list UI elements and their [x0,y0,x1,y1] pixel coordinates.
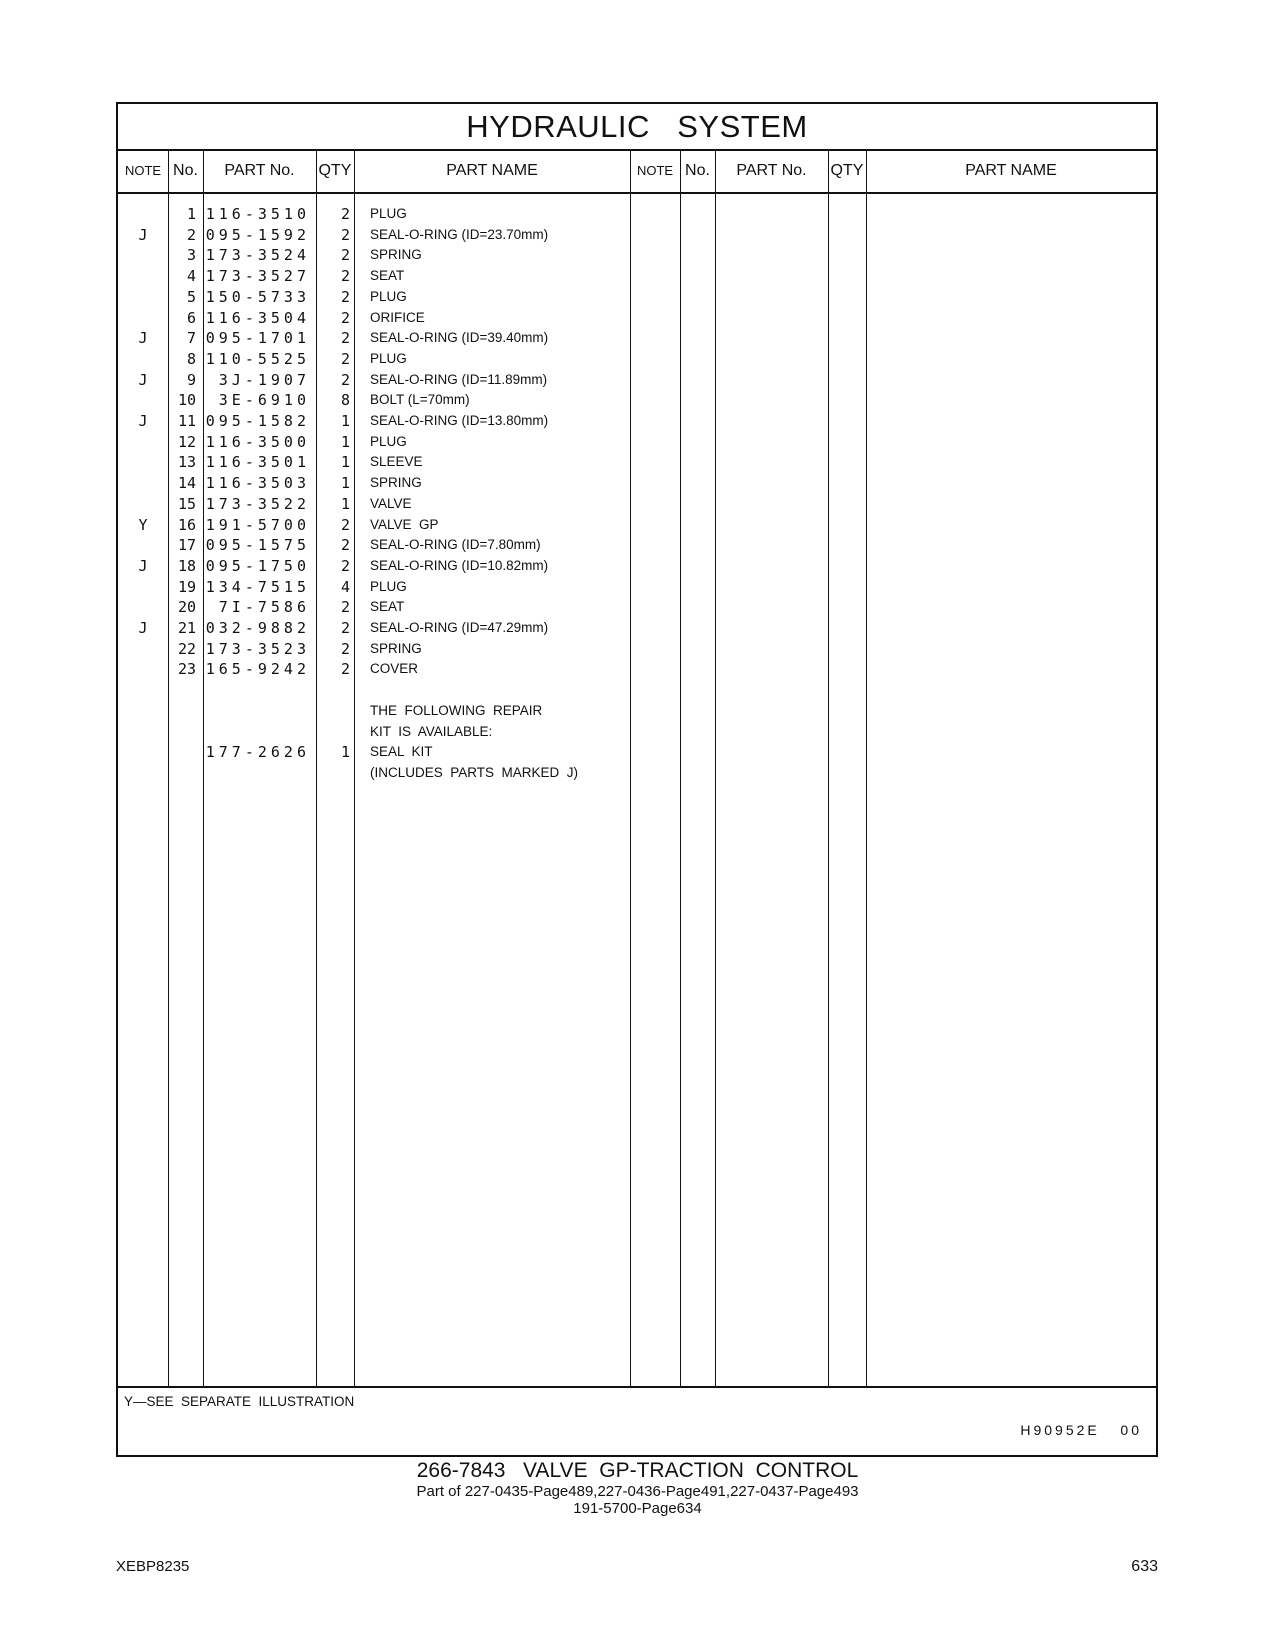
table-header [118,149,1156,194]
item-number-cell: 13 [177,453,196,472]
part-name-cell: SEAT [370,268,405,284]
part-name-cell: PLUG [370,350,407,366]
note-cell [118,721,168,743]
footnote: Y—SEE SEPARATE ILLUSTRATION [124,1394,355,1409]
section-title: HYDRAULIC SYSTEM [118,104,1156,151]
item-number-cell: 4 [186,267,196,286]
header-qty: QTY [318,162,352,179]
table-row [118,348,1156,370]
quantity-cell: 2 [340,225,350,244]
item-number-cell: 2 [186,225,196,244]
quantity-cell: 2 [340,370,350,389]
part-name-cell: PLUG [370,206,407,221]
table-body [118,192,1156,1386]
part-name-cell: (INCLUDES PARTS MARKED J) [370,764,579,780]
part-number-cell: 173-3522 [205,494,310,513]
item-number-cell: 20 [177,598,196,617]
part-number-cell: 032-9882 [205,619,310,637]
part-number-cell [204,721,310,743]
part-name-cell: SEAT [370,599,405,615]
part-name-cell: SEAL-O-RING (ID=13.80mm) [370,413,549,428]
header-part-no: PART No. [224,162,295,179]
part-name-cell: VALVE GP [370,516,439,532]
table-row [118,472,1156,494]
quantity-cell: 2 [340,639,350,658]
part-number-cell: 095-1750 [205,556,310,575]
part-name-cell: SPRING [370,640,422,656]
note-cell [118,348,168,370]
part-number-cell: 116-3504 [205,308,310,327]
note-cell [118,638,168,660]
note-cell: J [138,412,148,430]
part-number-cell: 191-5700 [205,515,310,534]
table-row [118,741,1156,763]
header-no: No. [173,162,198,179]
part-name-cell: PLUG [370,288,407,304]
header-note-right: NOTE [636,163,674,178]
note-cell: J [138,225,148,244]
part-number-cell: 3J-1907 [218,370,310,389]
part-number-cell: 095-1582 [205,412,310,430]
note-cell [118,762,168,784]
quantity-cell: 2 [340,287,350,306]
item-number-cell: 19 [177,577,196,596]
note-cell [118,203,168,225]
quantity-cell: 2 [340,308,350,327]
part-name-cell: VALVE [370,495,412,511]
header-part-name-right: PART NAME [965,162,1057,179]
item-number-cell: 18 [177,556,196,575]
table-row [118,617,1156,639]
note-cell [118,679,168,701]
part-name-cell: SEAL-O-RING (ID=23.70mm) [370,226,549,242]
item-number-cell: 5 [186,287,196,306]
table-row [118,555,1156,577]
table-row [118,514,1156,536]
table-row [118,369,1156,391]
item-number-cell: 1 [186,205,196,223]
note-cell [118,493,168,515]
table-row [118,244,1156,266]
table-row [118,265,1156,287]
document-code: H90952E 00 [1020,1422,1142,1438]
part-number-cell: 116-3500 [205,432,310,451]
note-cell: J [138,619,148,637]
header-no-right: No. [685,162,710,179]
caption-references-cont: 191-5700-Page634 [573,1500,702,1517]
quantity-cell: 2 [340,515,350,534]
quantity-cell: 1 [340,494,350,513]
item-number-cell: 9 [186,370,196,389]
quantity-cell: 2 [340,267,350,286]
note-cell: J [138,556,148,575]
table-row [118,638,1156,660]
table-row [118,762,1156,784]
header-part-no-right: PART No. [736,162,807,179]
page-number: 633 [1131,1558,1158,1575]
item-number-cell: 7 [186,329,196,348]
header-qty-right: QTY [830,162,864,179]
document-id: XEBP8235 [116,1558,190,1575]
item-number-cell: 12 [177,432,196,451]
table-row [118,534,1156,556]
part-number-cell [204,700,310,722]
table-row [118,327,1156,349]
part-number-cell: 095-1592 [205,225,310,244]
item-number-cell: 17 [177,536,196,555]
note-cell [118,596,168,618]
item-number-cell [168,700,196,722]
part-name-cell: SLEEVE [370,454,423,470]
part-number-cell: 7I-7586 [218,598,310,617]
quantity-cell [322,762,350,784]
quantity-cell: 1 [340,453,350,472]
part-number-cell [204,762,310,784]
part-number-cell: 116-3501 [205,453,310,472]
part-name-cell: KIT IS AVAILABLE: [370,723,493,739]
table-row [118,451,1156,473]
table-row [118,679,1156,701]
item-number-cell: 10 [177,391,196,410]
part-name-cell: SPRING [370,475,422,491]
quantity-cell: 2 [340,619,350,637]
table-row [118,700,1156,722]
part-number-cell: 150-5733 [205,287,310,306]
quantity-cell: 4 [340,577,350,596]
table-row [118,307,1156,329]
item-number-cell: 21 [177,619,196,637]
part-number-cell: 134-7515 [205,577,310,596]
note-cell [118,265,168,287]
part-number-cell: 173-3527 [205,267,310,286]
item-number-cell: 14 [177,474,196,493]
item-number-cell [168,721,196,743]
note-cell: Y [138,515,148,534]
quantity-cell [322,721,350,743]
table-row [118,224,1156,246]
quantity-cell: 2 [340,246,350,265]
part-name-cell: COVER [370,661,419,677]
table-row [118,203,1156,225]
quantity-cell: 2 [340,205,350,223]
item-number-cell [168,679,196,701]
part-name-cell: THE FOLLOWING REPAIR [370,702,543,718]
item-number-cell: 22 [177,639,196,658]
quantity-cell: 2 [340,329,350,348]
part-number-cell: 3E-6910 [218,391,310,410]
note-cell [118,741,168,763]
note-cell [118,307,168,329]
part-number-cell: 095-1701 [205,329,310,348]
part-number-cell: 116-3503 [205,474,310,493]
item-number-cell: 11 [177,412,196,430]
table-row [118,286,1156,308]
item-number-cell: 16 [177,515,196,534]
part-name-cell: SPRING [370,247,422,263]
note-cell [118,700,168,722]
note-cell [118,451,168,473]
quantity-cell [322,700,350,722]
table-row [118,721,1156,743]
part-number-cell: 177-2626 [205,743,310,762]
quantity-cell: 2 [340,536,350,555]
quantity-cell [322,679,350,701]
part-name-cell: SEAL-O-RING (ID=7.80mm) [370,537,541,553]
quantity-cell: 2 [340,660,350,679]
quantity-cell: 8 [340,391,350,410]
note-cell [118,658,168,680]
note-cell [118,472,168,494]
note-cell [118,431,168,453]
part-number-cell: 095-1575 [205,536,310,555]
part-name-cell: SEAL-O-RING (ID=39.40mm) [370,330,549,346]
item-number-cell: 3 [186,246,196,265]
quantity-cell: 1 [340,432,350,451]
part-number-cell: 110-5525 [205,349,310,368]
note-cell [118,534,168,556]
note-cell [118,244,168,266]
item-number-cell [168,762,196,784]
table-row [118,431,1156,453]
item-number-cell: 23 [177,660,196,679]
part-name-cell: SEAL KIT [370,744,433,760]
part-name-cell: PLUG [370,433,407,449]
quantity-cell: 1 [340,474,350,493]
caption-references: Part of 227-0435-Page489,227-0436-Page491,227-0437-Page493 [416,1483,859,1500]
item-number-cell: 8 [186,349,196,368]
note-cell [118,576,168,598]
quantity-cell: 2 [340,349,350,368]
table-row [118,410,1156,432]
part-name-cell: SEAL-O-RING (ID=10.82mm) [370,557,549,573]
item-number-cell: 15 [177,494,196,513]
note-cell: J [138,370,148,389]
table-row [118,389,1156,411]
parts-list-table [116,102,1158,1457]
header-note: NOTE [124,163,162,178]
part-number-cell: 165-9242 [205,660,310,679]
part-number-cell [204,679,310,701]
table-row [118,596,1156,618]
part-number-cell: 173-3524 [205,246,310,265]
part-name-cell: PLUG [370,578,407,594]
note-cell: J [138,329,148,348]
table-row [118,658,1156,680]
table-row [118,576,1156,598]
part-name-cell: SEAL-O-RING (ID=11.89mm) [370,371,548,387]
quantity-cell: 2 [340,556,350,575]
note-cell [118,286,168,308]
part-name-cell: SEAL-O-RING (ID=47.29mm) [370,620,549,635]
header-part-name: PART NAME [446,162,538,179]
note-cell [118,389,168,411]
quantity-cell: 2 [340,598,350,617]
table-row [118,493,1156,515]
part-number-cell: 116-3510 [205,205,310,223]
item-number-cell: 6 [186,308,196,327]
part-number-cell: 173-3523 [205,639,310,658]
part-name-cell: BOLT (L=70mm) [370,392,470,408]
caption-title: 266-7843 VALVE GP-TRACTION CONTROL [416,1459,859,1482]
quantity-cell: 1 [340,412,350,430]
footer-divider [118,1386,1156,1388]
item-number-cell [168,741,196,763]
part-name-cell: ORIFICE [370,309,425,325]
quantity-cell: 1 [340,743,350,762]
